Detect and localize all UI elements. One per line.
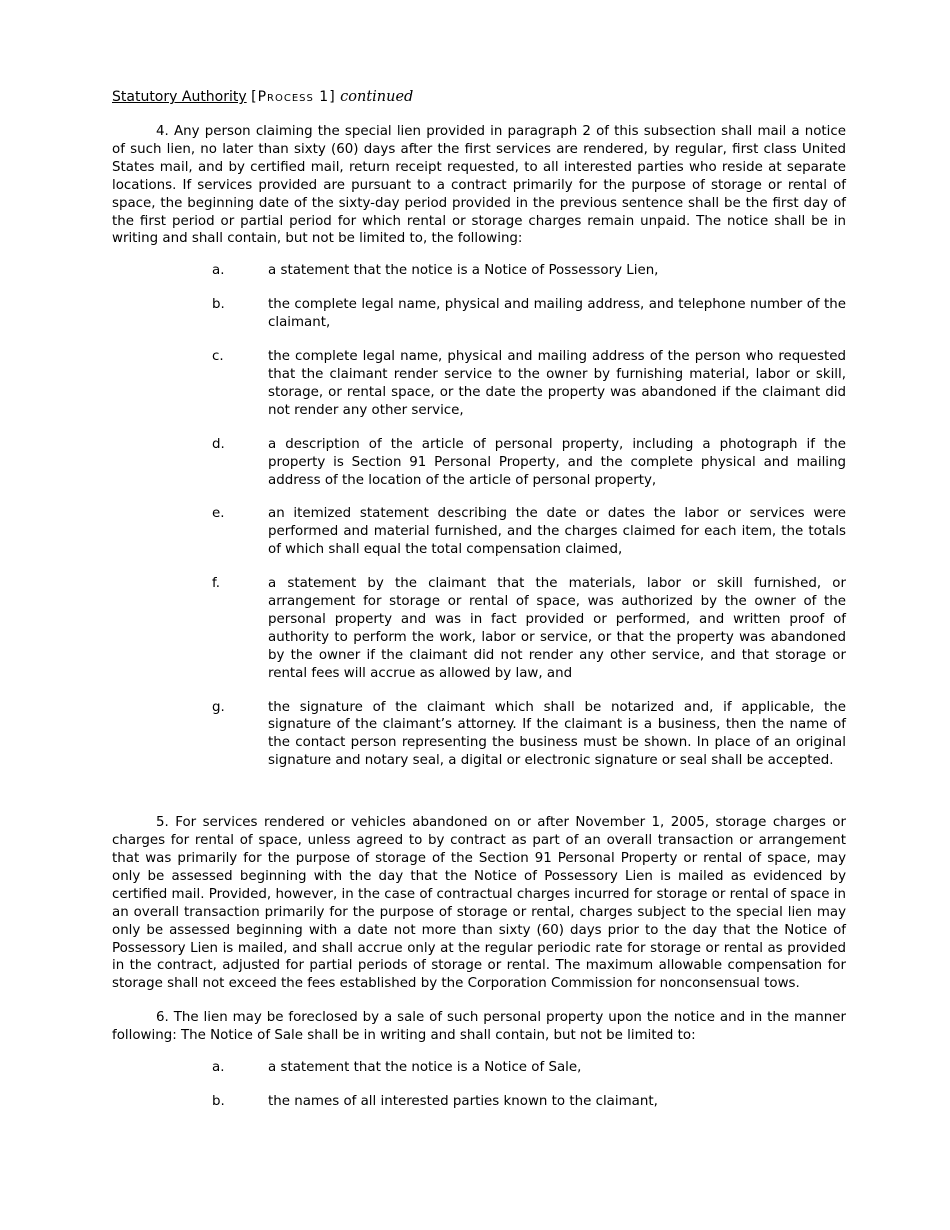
list-item bbox=[112, 436, 846, 490]
list-item bbox=[112, 505, 846, 559]
item-letter: d. bbox=[212, 436, 225, 452]
item-letter: b. bbox=[212, 297, 225, 313]
item-letter: b. bbox=[212, 1093, 225, 1109]
process-label: [Process 1] bbox=[251, 89, 336, 105]
list-item bbox=[112, 699, 846, 771]
item-text: the complete legal name, physical and mailing address, and telephone number of the claimant, bbox=[268, 297, 846, 331]
list-item bbox=[112, 575, 846, 682]
item-text: the signature of the claimant which shall be notarized and, if applicable, the signature of the claimant’s attorney. If the claimant is a business, then the name of the contact person representing the business must be shown. In place of an original signature and notary seal, a digital or electronic signature or seal shall be accepted. bbox=[268, 699, 846, 769]
section-6-intro: 6. The lien may be foreclosed by a sale of such personal property upon the notice and in the manner following: The Notice of Sale shall be in writing and shall contain, but not be limited to: bbox=[112, 1010, 846, 1044]
document-page bbox=[112, 88, 846, 1127]
section-4-list bbox=[112, 262, 846, 770]
item-letter: g. bbox=[212, 699, 225, 715]
item-letter: e. bbox=[212, 506, 225, 522]
item-letter: f. bbox=[212, 576, 220, 592]
list-item bbox=[112, 1059, 846, 1077]
item-text: the complete legal name, physical and mailing address of the person who requested that the claimant render service to the owner by furnishing material, labor or skill, storage, or rental space, or the date the property was abandoned if the claimant did not render any other service, bbox=[268, 349, 846, 418]
statutory-authority-title: Statutory Authority bbox=[112, 89, 247, 105]
item-text: an itemized statement describing the date or dates the labor or services were performed and material furnished, and the charges claimed for each item, the totals of which shall equal the total compensation claimed, bbox=[268, 506, 846, 558]
spacer bbox=[112, 786, 846, 814]
spacer bbox=[112, 993, 846, 1009]
item-text: a description of the article of personal property, including a photograph if the property is Section 91 Personal Property, and the complete physical and mailing address of the location of the article of personal property, bbox=[268, 436, 846, 488]
item-letter: c. bbox=[212, 349, 224, 365]
item-text: a statement that the notice is a Notice of Possessory Lien, bbox=[268, 263, 659, 279]
continued-label: continued bbox=[340, 89, 414, 105]
list-item bbox=[112, 296, 846, 332]
list-item bbox=[112, 262, 846, 280]
list-item bbox=[112, 348, 846, 420]
list-item bbox=[112, 1093, 846, 1111]
item-text: a statement that the notice is a Notice of Sale, bbox=[268, 1060, 582, 1076]
section-4-intro: 4. Any person claiming the special lien provided in paragraph 2 of this subsection shall mail a notice of such lien, no later than sixty (60) days after the first services are rendered, by regular, first class United States mail, and by certified mail, return receipt requested, to all interested parties who reside at separate locations. If services provided are pursuant to a contract primarily for the purpose of storage or rental of space, the beginning date of the sixty-day period provided in the previous sentence shall be the first day of the first period or partial period for which rental or storage charges remain unpaid. The notice shall be in writing and shall contain, but not be limited to, the following: bbox=[112, 124, 846, 247]
section-5-paragraph: 5. For services rendered or vehicles abandoned on or after November 1, 2005, storage charges or charges for rental of space, unless agreed to by contract as part of an overall transaction or arrangement that was primarily for the purpose of storage of the Section 91 Personal Property or rental of space, may only be assessed beginning with the day that the Notice of Possessory Lien is mailed as evidenced by certified mail. Provided, however, in the case of contractual charges incurred for storage or rental of space in an overall transaction primarily for the purpose of storage or rental, charges subject to the special lien may only be assessed beginning with a date not more than sixty (60) days prior to the day that the Notice of Possessory Lien is mailed, and shall accrue only at the regular periodic rate for storage or rental as provided in the contract, adjusted for partial periods of storage or rental. The maximum allowable compensation for storage shall not exceed the fees established by the Corporation Commission for nonconsensual tows. bbox=[112, 815, 846, 992]
page-heading bbox=[112, 88, 846, 106]
item-text: a statement by the claimant that the materials, labor or skill furnished, or arrangement for storage or rental of space, was authorized by the owner of the personal property and was in fact provided or performed, and written proof of authority to perform the work, labor or service, or that the property was abandoned by the owner if the claimant did not render any other service, and that storage or rental fees will accrue as allowed by law, and bbox=[268, 576, 846, 681]
section-6-list bbox=[112, 1059, 846, 1111]
item-letter: a. bbox=[212, 1060, 225, 1076]
item-letter: a. bbox=[212, 263, 225, 279]
item-text: the names of all interested parties known to the claimant, bbox=[268, 1093, 658, 1109]
